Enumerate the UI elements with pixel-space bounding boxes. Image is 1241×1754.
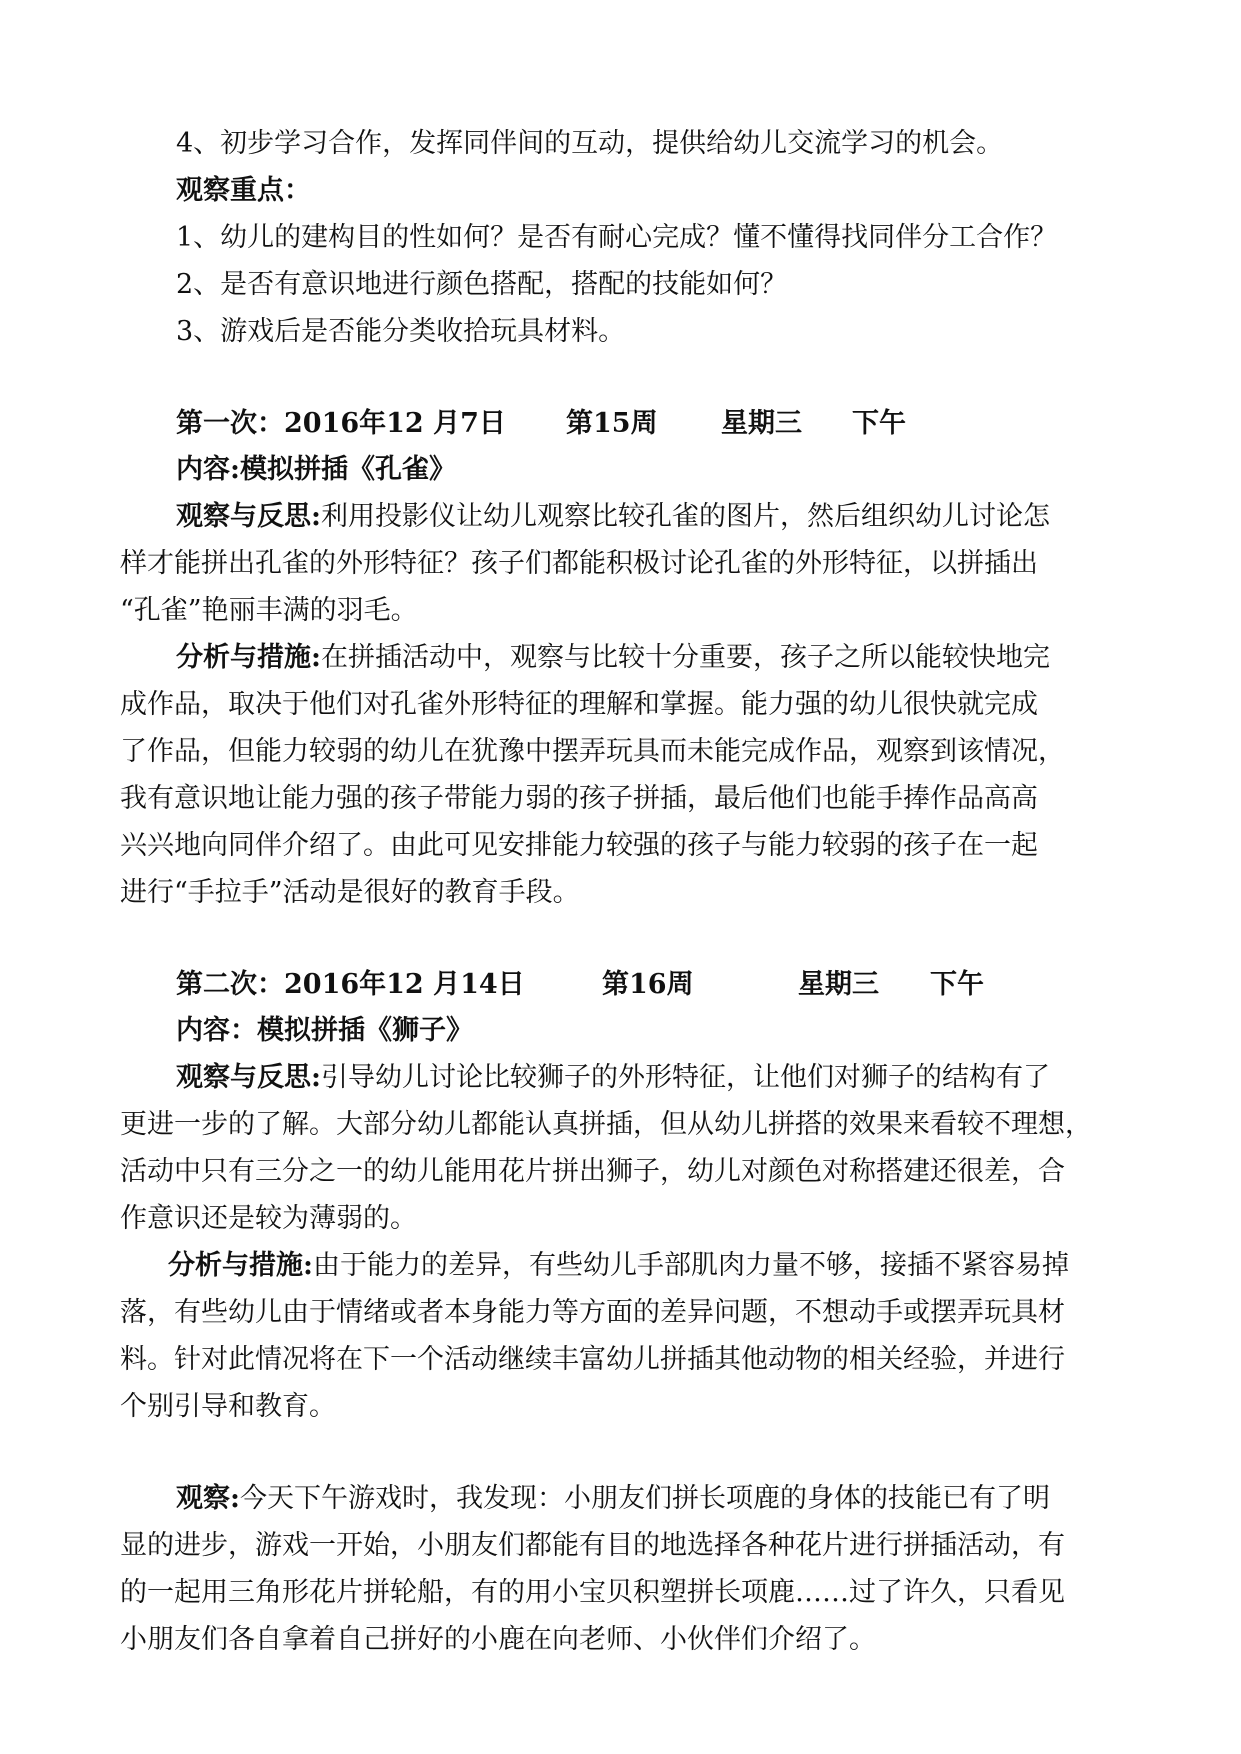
session2-week: 第16周 (602, 969, 694, 1000)
observation-line-4: 小朋友们各自拿着自己拼好的小鹿在向老师、小伙伴们介绍了。 (120, 1624, 876, 1655)
session2-heading (176, 967, 1076, 1003)
session1-analysis-label: 分析与措施: (176, 642, 321, 673)
session1-heading (176, 406, 1076, 442)
session1-reflection-line-2: 样才能拼出孔雀的外形特征？孩子们都能积极讨论孔雀的外形特征，以拼插出 (120, 548, 1038, 579)
observation-line-1: 观察:今天下午游戏时，我发现：小朋友们拼长项鹿的身体的技能已有了明 (176, 1483, 1050, 1514)
session2-reflection-line-2: 更进一步的了解。大部分幼儿都能认真拼插，但从幼儿拼搭的效果来看较不理想， (120, 1109, 1092, 1140)
session1-label: 第一次： (176, 408, 284, 439)
session2-analysis-line-3: 料。针对此情况将在下一个活动继续丰富幼儿拼插其他动物的相关经验，并进行 (120, 1344, 1065, 1375)
session2-analysis-line-2: 落，有些幼儿由于情绪或者本身能力等方面的差异问题，不想动手或摆弄玩具材 (120, 1297, 1065, 1328)
focus-title: 观察重点： (176, 175, 311, 206)
session2-content-title: 模拟拼插《狮子》 (257, 1015, 473, 1046)
session1-date: 2016年12 月7日 (284, 408, 506, 439)
session2-content (176, 1013, 473, 1049)
session1-reflection-label: 观察与反思: (176, 501, 321, 532)
session1-week: 第15周 (566, 408, 658, 439)
objective-item-4: 4、初步学习合作，发挥同伴间的互动，提供给幼儿交流学习的机会。 (176, 128, 1004, 159)
session1-reflection-line-1: 观察与反思:利用投影仪让幼儿观察比较孔雀的图片，然后组织幼儿讨论怎 (176, 501, 1050, 532)
focus-item-2: 2、是否有意识地进行颜色搭配，搭配的技能如何？ (176, 269, 788, 300)
session1-weekday: 星期三 (721, 408, 802, 439)
session2-weekday: 星期三 (798, 969, 879, 1000)
session1-reflection-line-3: “孔雀”艳丽丰满的羽毛。 (120, 595, 418, 626)
session1-analysis-line-2: 成作品，取决于他们对孔雀外形特征的理解和掌握。能力强的幼儿很快就完成 (120, 689, 1038, 720)
session2-analysis-label: 分析与措施: (168, 1250, 313, 1281)
observation-line-3: 的一起用三角形花片拼轮船，有的用小宝贝积塑拼长项鹿……过了许久，只看见 (120, 1577, 1065, 1608)
observation-label: 观察: (176, 1483, 240, 1514)
session2-analysis-line-1: 分析与措施:由于能力的差异，有些幼儿手部肌肉力量不够，接插不紧容易掉 (168, 1250, 1069, 1281)
session2-reflection-label: 观察与反思: (176, 1062, 321, 1093)
session1-analysis-line-5: 兴兴地向同伴介绍了。由此可见安排能力较强的孩子与能力较弱的孩子在一起 (120, 830, 1038, 861)
session2-reflection-line-4: 作意识还是较为薄弱的。 (120, 1203, 417, 1234)
session1-content-label: 内容: (176, 454, 240, 485)
session1-analysis-line-1: 分析与措施:在拼插活动中，观察与比较十分重要，孩子之所以能较快地完 (176, 642, 1050, 673)
observation-line-2: 显的进步，游戏一开始，小朋友们都能有目的地选择各种花片进行拼插活动，有 (120, 1530, 1065, 1561)
session1-content (176, 452, 456, 488)
focus-item-1: 1、幼儿的建构目的性如何？是否有耐心完成？懂不懂得找同伴分工合作？ (176, 222, 1058, 253)
focus-item-3: 3、游戏后是否能分类收拾玩具材料。 (176, 316, 626, 347)
session1-analysis-line-6: 进行“手拉手”活动是很好的教育手段。 (120, 877, 580, 908)
session2-reflection-line-3: 活动中只有三分之一的幼儿能用花片拼出狮子，幼儿对颜色对称搭建还很差，合 (120, 1156, 1065, 1187)
session1-analysis-line-3: 了作品，但能力较弱的幼儿在犹豫中摆弄玩具而未能完成作品，观察到该情况， (120, 736, 1065, 767)
session2-period: 下午 (930, 969, 984, 1000)
session1-content-title: 模拟拼插《孔雀》 (239, 454, 456, 485)
session2-content-label: 内容： (176, 1015, 257, 1046)
session2-analysis-line-4: 个别引导和教育。 (120, 1391, 336, 1422)
session2-reflection-line-1: 观察与反思:引导幼儿讨论比较狮子的外形特征，让他们对狮子的结构有了 (176, 1062, 1050, 1093)
session1-analysis-line-4: 我有意识地让能力强的孩子带能力弱的孩子拼插，最后他们也能手捧作品高高 (120, 783, 1038, 814)
session2-date: 2016年12 月14日 (284, 969, 525, 1000)
session1-period: 下午 (852, 408, 906, 439)
session2-label: 第二次： (176, 969, 284, 1000)
